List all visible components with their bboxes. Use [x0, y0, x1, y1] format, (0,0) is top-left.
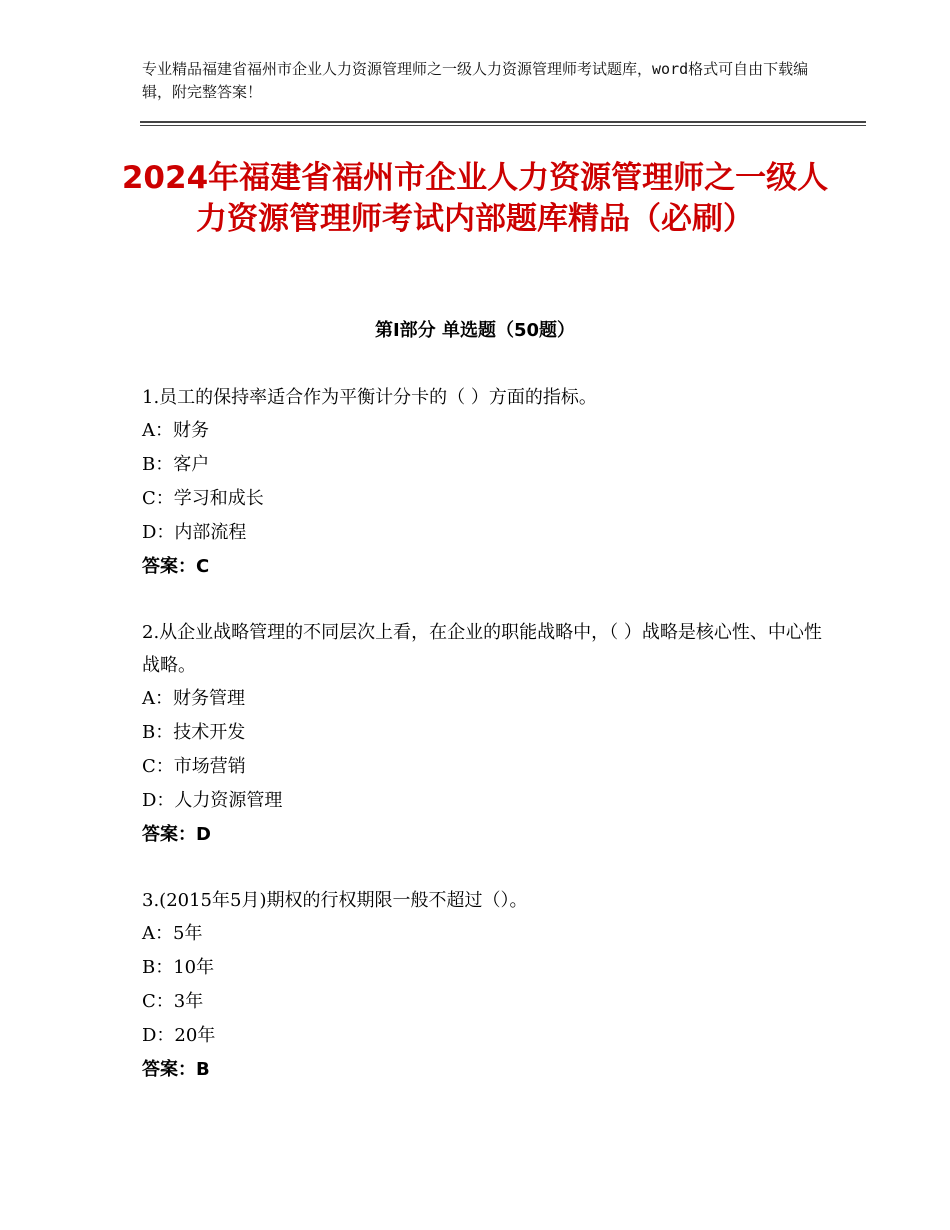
question-stem: 3.(2015年5月)期权的行权期限一般不超过（）。 [142, 890, 528, 911]
answer-line: 答案：B [142, 1059, 210, 1080]
option-b: B：客户 [142, 454, 210, 475]
answer-line: 答案：C [142, 556, 210, 577]
question-stem: 2.从企业战略管理的不同层次上看，在企业的职能战略中，（ ）战略是核心性、中心性战略。 [142, 622, 822, 676]
document-title: 2024年福建省福州市企业人力资源管理师之一级人力资源管理师考试内部题库精品（必刷） [121, 160, 829, 237]
option-d: D：20年 [142, 1025, 216, 1046]
option-b: B：技术开发 [142, 722, 246, 743]
option-c: C：学习和成长 [142, 488, 264, 509]
option-a: A：财务 [142, 420, 209, 441]
header-rule-thin [140, 125, 866, 126]
section-heading: 第Ⅰ部分 单选题（50题） [374, 320, 575, 341]
question-1 [142, 381, 822, 584]
question-2 [142, 616, 822, 852]
option-a: A：5年 [142, 923, 203, 944]
header-rule-thick [140, 121, 866, 123]
question-list [142, 381, 822, 1119]
header-note: 专业精品福建省福州市企业人力资源管理师之一级人力资源管理师考试题库，word格式可自由下载编辑，附完整答案！ [142, 60, 809, 101]
option-c: C：市场营销 [142, 756, 246, 777]
question-3 [142, 884, 822, 1087]
option-a: A：财务管理 [142, 688, 245, 709]
answer-line: 答案：D [142, 824, 211, 845]
question-stem: 1.员工的保持率适合作为平衡计分卡的（ ）方面的指标。 [142, 387, 597, 408]
option-d: D：人力资源管理 [142, 790, 283, 811]
option-b: B：10年 [142, 957, 215, 978]
option-d: D：内部流程 [142, 522, 247, 543]
option-c: C：3年 [142, 991, 204, 1012]
